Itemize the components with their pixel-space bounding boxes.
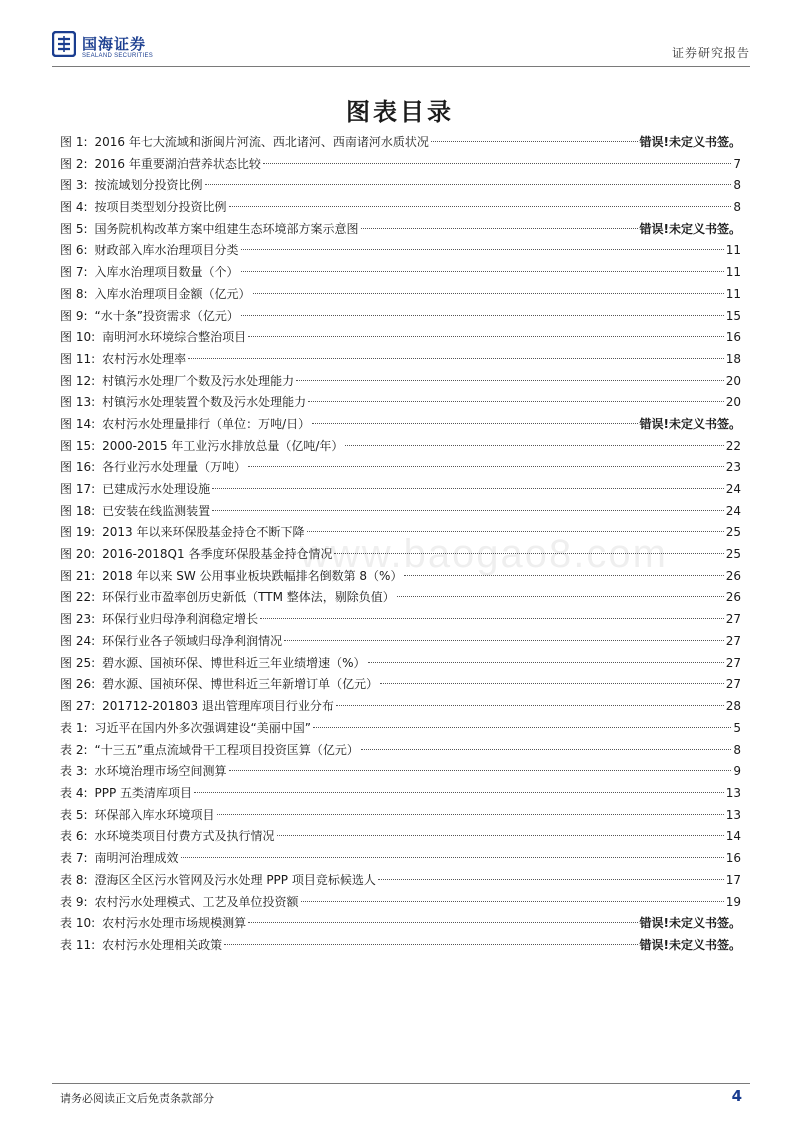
entry-title: 农村污水处理市场规模测算 [102, 916, 247, 931]
entry-page: 14 [725, 829, 741, 844]
dot-leader [361, 228, 638, 229]
figure-toc-entry[interactable] [60, 631, 741, 653]
entry-page: 8 [733, 200, 741, 215]
entry-page: 24 [725, 482, 741, 496]
table-toc-entry[interactable] [60, 826, 741, 848]
entry-page: 20 [725, 395, 741, 410]
entry-title: 按流域划分投资比例 [94, 178, 203, 193]
entry-number: 表 3: [60, 764, 88, 779]
entry-number: 图 17: [60, 482, 96, 496]
entry-number: 图 21: [60, 568, 96, 583]
figure-toc-entry[interactable] [60, 587, 741, 609]
entry-number: 图 12: [60, 373, 96, 388]
dot-leader [248, 466, 724, 467]
table-list [60, 718, 741, 957]
dot-leader [345, 445, 723, 446]
figure-toc-entry[interactable] [60, 262, 741, 284]
entry-title: 2013 年以来环保股基金持仓不断下降 [102, 525, 305, 540]
entry-title: 环保行业市盈率创历史新低（TTM 整体法，剔除负值） [102, 590, 395, 605]
figure-toc-entry[interactable] [60, 609, 741, 631]
entry-number: 图 6: [60, 243, 88, 258]
entry-page: 19 [725, 894, 741, 909]
entry-title: 各行业污水处理量（万吨） [102, 460, 247, 475]
entry-page: 11 [725, 286, 741, 301]
entry-title: 农村污水处理相关政策 [102, 937, 223, 952]
entry-number: 图 10: [60, 330, 96, 345]
table-toc-entry[interactable] [60, 870, 741, 892]
entry-title: 南明河水环境综合整治项目 [102, 330, 247, 345]
figure-toc-entry[interactable] [60, 219, 741, 241]
entry-title: 南明河治理成效 [94, 851, 179, 866]
dot-leader [224, 944, 637, 945]
entry-number: 表 6: [60, 829, 88, 844]
footer-divider [52, 1083, 750, 1084]
entry-number: 表 11: [60, 937, 96, 952]
figure-toc-entry[interactable] [60, 154, 741, 176]
dot-leader [336, 705, 724, 706]
entry-title: 澄海区全区污水管网及污水处理 PPP 项目竞标候选人 [94, 872, 376, 887]
figure-toc-entry[interactable] [60, 674, 741, 696]
table-toc-entry[interactable] [60, 913, 741, 935]
company-name-en: SEALAND SECURITIES [82, 53, 154, 59]
figure-toc-entry[interactable] [60, 653, 741, 675]
entry-page: 错误!未定义书签。 [639, 416, 741, 431]
dot-leader [212, 510, 724, 511]
table-toc-entry[interactable] [60, 805, 741, 827]
table-toc-entry[interactable] [60, 892, 741, 914]
entry-number: 图 20: [60, 547, 96, 562]
page-title: 图表目录 [346, 98, 454, 126]
dot-leader [301, 901, 724, 902]
entry-page: 18 [725, 351, 741, 366]
entry-number: 图 9: [60, 308, 88, 323]
entry-page: 24 [725, 503, 741, 518]
entry-page: 27 [725, 655, 741, 670]
entry-number: 图 26: [60, 677, 96, 692]
figure-toc-entry[interactable] [60, 132, 741, 154]
figure-toc-entry[interactable] [60, 175, 741, 197]
entry-title: 农村污水处理率 [102, 351, 187, 366]
header-divider [52, 66, 750, 67]
dot-leader [248, 336, 724, 337]
figure-toc-entry[interactable] [60, 479, 741, 501]
entry-page: 错误!未定义书签。 [639, 937, 741, 952]
page-number: 4 [731, 1087, 742, 1105]
entry-title: 2018 年以来 SW 公用事业板块跌幅排名倒数第 8（%） [102, 568, 403, 583]
figure-toc-entry[interactable] [60, 696, 741, 718]
entry-title: 碧水源、国祯环保、博世科近三年业绩增速（%） [102, 655, 366, 670]
figure-toc-entry[interactable] [60, 306, 741, 328]
entry-title: 已建成污水处理设施 [102, 482, 211, 496]
dot-leader [194, 792, 724, 793]
entry-title: 农村污水处理量排行（单位：万吨/日） [102, 416, 311, 431]
watermark: www.baogao8.com [300, 532, 668, 576]
entry-number: 表 4: [60, 786, 88, 801]
entry-number: 图 24: [60, 633, 96, 648]
dot-leader [229, 770, 732, 771]
entry-page: 11 [725, 265, 741, 280]
dot-leader [308, 401, 724, 402]
entry-title: 村镇污水处理装置个数及污水处理能力 [102, 395, 307, 410]
dot-leader [368, 662, 724, 663]
entry-page: 17 [725, 872, 741, 887]
entry-title: 2016 年重要湖泊营养状态比较 [94, 156, 261, 171]
entry-number: 表 1: [60, 721, 88, 735]
entry-page: 25 [725, 525, 741, 540]
entry-number: 表 8: [60, 872, 88, 887]
entry-title: 习近平在国内外多次强调建设“美丽中国” [94, 721, 311, 735]
dot-leader [229, 206, 732, 207]
figure-toc-entry[interactable] [60, 349, 741, 371]
entry-page: 错误!未定义书签。 [639, 221, 741, 236]
entry-number: 表 5: [60, 807, 88, 822]
entry-number: 图 14: [60, 416, 96, 431]
entry-title: 水环境类项目付费方式及执行情况 [94, 829, 275, 844]
dot-leader [263, 163, 732, 164]
dot-leader [188, 358, 724, 359]
entry-page: 8 [733, 178, 741, 193]
entry-number: 图 5: [60, 221, 88, 236]
entry-title: 201712-201803 退出管理库项目行业分布 [102, 698, 334, 713]
entry-page: 9 [733, 764, 741, 779]
entry-title: 2016-2018Q1 各季度环保股基金持仓情况 [102, 547, 333, 562]
entry-title: 水环境治理市场空间测算 [94, 764, 227, 779]
entry-page: 23 [725, 460, 741, 475]
sealand-logo-icon [52, 31, 76, 57]
figure-toc-entry[interactable] [60, 457, 741, 479]
dot-leader [212, 488, 724, 489]
dot-leader [241, 249, 724, 250]
dot-leader [241, 271, 724, 272]
entry-number: 图 19: [60, 525, 96, 540]
entry-title: PPP 五类清库项目 [94, 786, 193, 801]
entry-page: 27 [725, 612, 741, 627]
entry-number: 图 3: [60, 178, 88, 193]
dot-leader [217, 814, 724, 815]
figure-toc-entry[interactable] [60, 240, 741, 262]
entry-title: “水十条”投资需求（亿元） [94, 308, 239, 323]
entry-title: 入库水治理项目金额（亿元） [94, 286, 251, 301]
figure-toc-entry[interactable] [60, 436, 741, 458]
table-toc-entry[interactable] [60, 783, 741, 805]
entry-number: 图 23: [60, 612, 96, 627]
dot-leader [248, 922, 637, 923]
entry-title: 2016 年七大流域和浙闽片河流、西北诸河、西南诸河水质状况 [94, 135, 429, 149]
entry-page: 26 [725, 568, 741, 583]
entry-page: 错误!未定义书签。 [639, 135, 741, 149]
entry-title: 农村污水处理模式、工艺及单位投资额 [94, 894, 299, 909]
table-toc-entry[interactable] [60, 935, 741, 957]
figure-toc-entry[interactable] [60, 284, 741, 306]
entry-page: 25 [725, 547, 741, 562]
entry-title: 已安装在线监测装置 [102, 503, 211, 518]
report-type-label: 证券研究报告 [671, 46, 750, 60]
company-logo [52, 31, 212, 71]
entry-title: 财政部入库水治理项目分类 [94, 243, 239, 258]
entry-page: 5 [733, 721, 741, 735]
entry-title: 环保行业归母净利润稳定增长 [102, 612, 259, 627]
entry-page: 16 [725, 851, 741, 866]
entry-title: 2000-2015 年工业污水排放总量（亿吨/年） [102, 438, 344, 453]
table-toc-entry[interactable] [60, 740, 741, 762]
entry-number: 表 2: [60, 742, 88, 757]
entry-number: 表 7: [60, 851, 88, 866]
entry-page: 错误!未定义书签。 [639, 916, 741, 931]
entry-page: 13 [725, 786, 741, 801]
entry-number: 图 1: [60, 135, 88, 149]
dot-leader [296, 380, 724, 381]
entry-title: 环保部入库水环境项目 [94, 807, 215, 822]
entry-number: 图 18: [60, 503, 96, 518]
entry-page: 27 [725, 677, 741, 692]
company-name-cn: 国海证券 [82, 35, 147, 53]
table-toc-entry[interactable] [60, 718, 741, 740]
dot-leader [205, 184, 732, 185]
entry-title: 按项目类型划分投资比例 [94, 200, 227, 215]
entry-number: 表 10: [60, 916, 96, 931]
figure-toc-entry[interactable] [60, 197, 741, 219]
entry-number: 图 4: [60, 200, 88, 215]
entry-title: 环保行业各子领域归母净利润情况 [102, 633, 283, 648]
footer-disclaimer: 请务必阅读正文后免责条款部分 [60, 1092, 214, 1105]
dot-leader [313, 727, 731, 728]
entry-page: 28 [725, 698, 741, 713]
dot-leader [181, 857, 724, 858]
entry-number: 图 7: [60, 265, 88, 280]
figure-toc-entry[interactable] [60, 501, 741, 523]
entry-number: 图 25: [60, 655, 96, 670]
entry-page: 22 [725, 438, 741, 453]
figure-toc-entry[interactable] [60, 392, 741, 414]
dot-leader [380, 683, 724, 684]
dot-leader [253, 293, 724, 294]
entry-number: 图 27: [60, 698, 96, 713]
entry-number: 图 22: [60, 590, 96, 605]
entry-number: 图 16: [60, 460, 96, 475]
table-toc-entry[interactable] [60, 761, 741, 783]
entry-page: 26 [725, 590, 741, 605]
table-toc-entry[interactable] [60, 848, 741, 870]
dot-leader [277, 835, 724, 836]
entry-number: 图 11: [60, 351, 96, 366]
entry-page: 11 [725, 243, 741, 258]
entry-title: 碧水源、国祯环保、博世科近三年新增订单（亿元） [102, 677, 379, 692]
entry-number: 图 13: [60, 395, 96, 410]
dot-leader [260, 618, 724, 619]
entry-number: 图 2: [60, 156, 88, 171]
entry-title: 国务院机构改革方案中组建生态环境部方案示意图 [94, 221, 359, 236]
entry-number: 表 9: [60, 894, 88, 909]
entry-title: “十三五”重点流域骨干工程项目投资匡算（亿元） [94, 742, 359, 757]
page-header [0, 0, 800, 80]
entry-page: 16 [725, 330, 741, 345]
entry-page: 7 [733, 156, 741, 171]
dot-leader [431, 141, 638, 142]
entry-page: 15 [725, 308, 741, 323]
dot-leader [241, 315, 724, 316]
entry-title: 村镇污水处理厂个数及污水处理能力 [102, 373, 295, 388]
figure-toc-entry[interactable] [60, 371, 741, 393]
dot-leader [378, 879, 724, 880]
entry-number: 图 8: [60, 286, 88, 301]
dot-leader [361, 749, 731, 750]
entry-page: 13 [725, 807, 741, 822]
entry-page: 8 [733, 742, 741, 757]
dot-leader [312, 423, 637, 424]
entry-title: 入库水治理项目数量（个） [94, 265, 239, 280]
entry-page: 27 [725, 633, 741, 648]
dot-leader [397, 596, 724, 597]
entry-number: 图 15: [60, 438, 96, 453]
figure-toc-entry[interactable] [60, 327, 741, 349]
dot-leader [284, 640, 724, 641]
figure-toc-entry[interactable] [60, 414, 741, 436]
figure-list [60, 132, 741, 718]
entry-page: 20 [725, 373, 741, 388]
